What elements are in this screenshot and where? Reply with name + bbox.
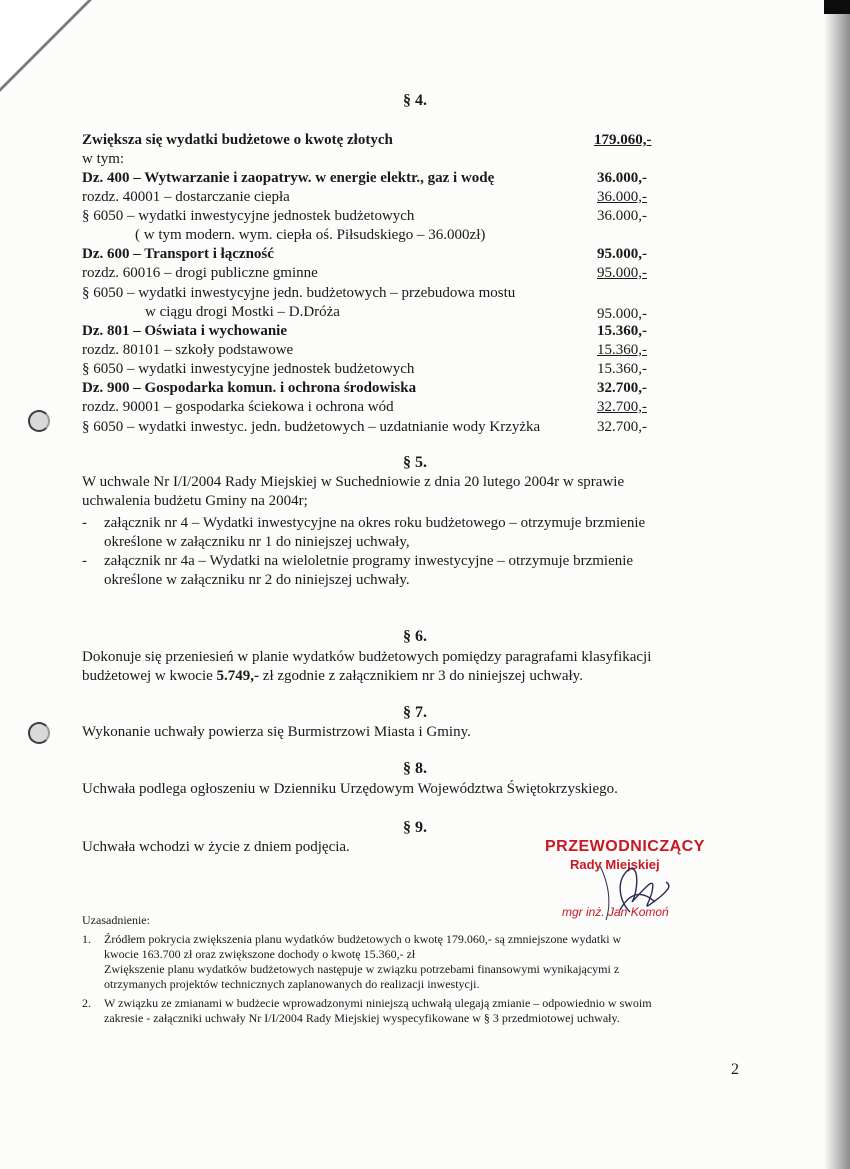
row-mostki-amount: 95.000,- <box>597 306 647 322</box>
row-par6050-d: § 6050 – wydatki inwestyc. jedn. budżetowych – uzdatnianie wody Krzyżka <box>82 419 541 435</box>
stamp-name: mgr inż. Jan Komoń <box>562 905 669 919</box>
justification-item-2-line1: W związku ze zmianami w budżecie wprowadzonymi niniejszą uchwałą ulegają zmianie – odpowiednio w swoim <box>104 996 652 1010</box>
row-par6050-a-amount: 36.000,- <box>597 208 647 224</box>
row-rozdz90001: rozdz. 90001 – gospodarka ściekowa i ochrona wód <box>82 399 394 415</box>
punch-hole-lower <box>28 722 50 744</box>
transfer-amount: 5.749,- <box>216 668 260 684</box>
section-8-heading: § 8. <box>403 760 427 777</box>
section-6-heading: § 6. <box>403 628 427 645</box>
justification-title: Uzasadnienie: <box>82 913 150 927</box>
stamp-council: Rady Miejskiej <box>570 857 660 872</box>
stamp-chairman: PRZEWODNICZĄCY <box>545 838 705 855</box>
page-number: 2 <box>731 1061 739 1078</box>
section-6-line2-pre: budżetowej w kwocie <box>82 668 217 684</box>
section-6-line1: Dokonuje się przeniesień w planie wydatków budżetowych pomiędzy paragrafami klasyfikacji <box>82 649 652 665</box>
row-par6050-c-amount: 15.360,- <box>597 361 647 377</box>
row-mostki-road: w ciągu drogi Mostki – D.Dróża <box>145 304 340 320</box>
row-pilsudskiego-note: ( w tym modern. wym. ciepła oś. Piłsudskiego – 36.000zł) <box>135 227 486 243</box>
row-dz400-amount: 36.000,- <box>597 170 647 186</box>
bullet-dash-2: - <box>82 553 87 569</box>
row-rozdz40001-amount: 36.000,- <box>597 189 647 205</box>
row-par6050-d-amount: 32.700,- <box>597 419 647 435</box>
bullet-2-line1: załącznik nr 4a – Wydatki na wieloletnie programy inwestycyjne – otrzymuje brzmienie <box>104 553 634 569</box>
section-9-text: Uchwała wchodzi w życie z dniem podjęcia. <box>82 839 350 855</box>
row-dz400: Dz. 400 – Wytwarzanie i zaopatryw. w energie elektr., gaz i wodę <box>82 170 495 186</box>
row-par6050-b: § 6050 – wydatki inwestycyjne jedn. budżetowych – przebudowa mostu <box>82 285 516 301</box>
increase-expenses-label: Zwiększa się wydatki budżetowe o kwotę złotych <box>82 132 393 148</box>
bullet-2-line2: określone w załączniku nr 2 do niniejszej uchwały. <box>104 572 410 588</box>
justification-item-2-line2: zakresie - załączniki uchwały Nr I/I/2004 Rady Miejskiej wyspecyfikowane w § 3 przedmiotowej uchwały. <box>104 1011 620 1025</box>
including-label: w tym: <box>82 151 125 167</box>
scan-edge-shadow <box>824 0 850 1169</box>
row-rozdz80101-amount: 15.360,- <box>597 342 647 358</box>
bullet-1-line1: załącznik nr 4 – Wydatki inwestycyjne na okres roku budżetowego – otrzymuje brzmienie <box>104 515 646 531</box>
row-rozdz40001: rozdz. 40001 – dostarczanie ciepła <box>82 189 290 205</box>
row-par6050-c: § 6050 – wydatki inwestycyjne jednostek budżetowych <box>82 361 415 377</box>
bullet-1-line2: określone w załączniku nr 1 do niniejszej uchwały, <box>104 534 410 550</box>
justification-item-1-line1: Źródłem pokrycia zwiększenia planu wydatków budżetowych o kwotę 179.060,- są zmniejszone wydatki w <box>104 932 622 946</box>
scan-edge-corner <box>824 0 850 14</box>
punch-hole-upper <box>28 410 50 432</box>
section-9-heading: § 9. <box>403 819 427 836</box>
justification-item-1-line4: otrzymanych projektów technicznych zaplanowanych do realizacji inwestycji. <box>104 977 480 991</box>
section-4-heading: § 4. <box>403 92 427 109</box>
bullet-dash-1: - <box>82 515 87 531</box>
justification-item-1-line3: Zwiększenie planu wydatków budżetowych następuje w związku potrzebami finansowymi wynikającymi z <box>104 962 620 976</box>
section-7-text: Wykonanie uchwały powierza się Burmistrzowi Miasta i Gminy. <box>82 724 471 740</box>
section-7-heading: § 7. <box>403 704 427 721</box>
row-dz900-amount: 32.700,- <box>597 380 647 396</box>
row-par6050-a: § 6050 – wydatki inwestycyjne jednostek budżetowych <box>82 208 415 224</box>
justification-item-1-number: 1. <box>82 932 91 946</box>
section-5-heading: § 5. <box>403 454 427 471</box>
row-dz801-amount: 15.360,- <box>597 323 647 339</box>
justification-item-1-line2: kwocie 163.700 zł oraz zwiększone dochody o kwotę 15.360,- zł <box>104 947 416 961</box>
section-6-line2-post: zł zgodnie z załącznikiem nr 3 do niniejszej uchwały. <box>259 668 583 684</box>
row-rozdz80101: rozdz. 80101 – szkoły podstawowe <box>82 342 294 358</box>
row-dz600-amount: 95.000,- <box>597 246 647 262</box>
row-rozdz90001-amount: 32.700,- <box>597 399 647 415</box>
row-dz900: Dz. 900 – Gospodarka komun. i ochrona środowiska <box>82 380 417 396</box>
justification-item-2-number: 2. <box>82 996 91 1010</box>
row-dz801: Dz. 801 – Oświata i wychowanie <box>82 323 287 339</box>
total-increase-amount: 179.060,- <box>594 132 652 148</box>
section-6-line2 <box>82 667 583 686</box>
section-8-text: Uchwała podlega ogłoszeniu w Dzienniku Urzędowym Województwa Świętokrzyskiego. <box>82 781 618 797</box>
folded-corner-inner <box>0 0 88 88</box>
row-rozdz60016: rozdz. 60016 – drogi publiczne gminne <box>82 265 318 281</box>
row-rozdz60016-amount: 95.000,- <box>597 265 647 281</box>
section-5-line2: uchwalenia budżetu Gminy na 2004r; <box>82 493 308 509</box>
row-dz600: Dz. 600 – Transport i łączność <box>82 246 274 262</box>
section-5-line1: W uchwale Nr I/I/2004 Rady Miejskiej w Suchedniowie z dnia 20 lutego 2004r w sprawie <box>82 474 625 490</box>
